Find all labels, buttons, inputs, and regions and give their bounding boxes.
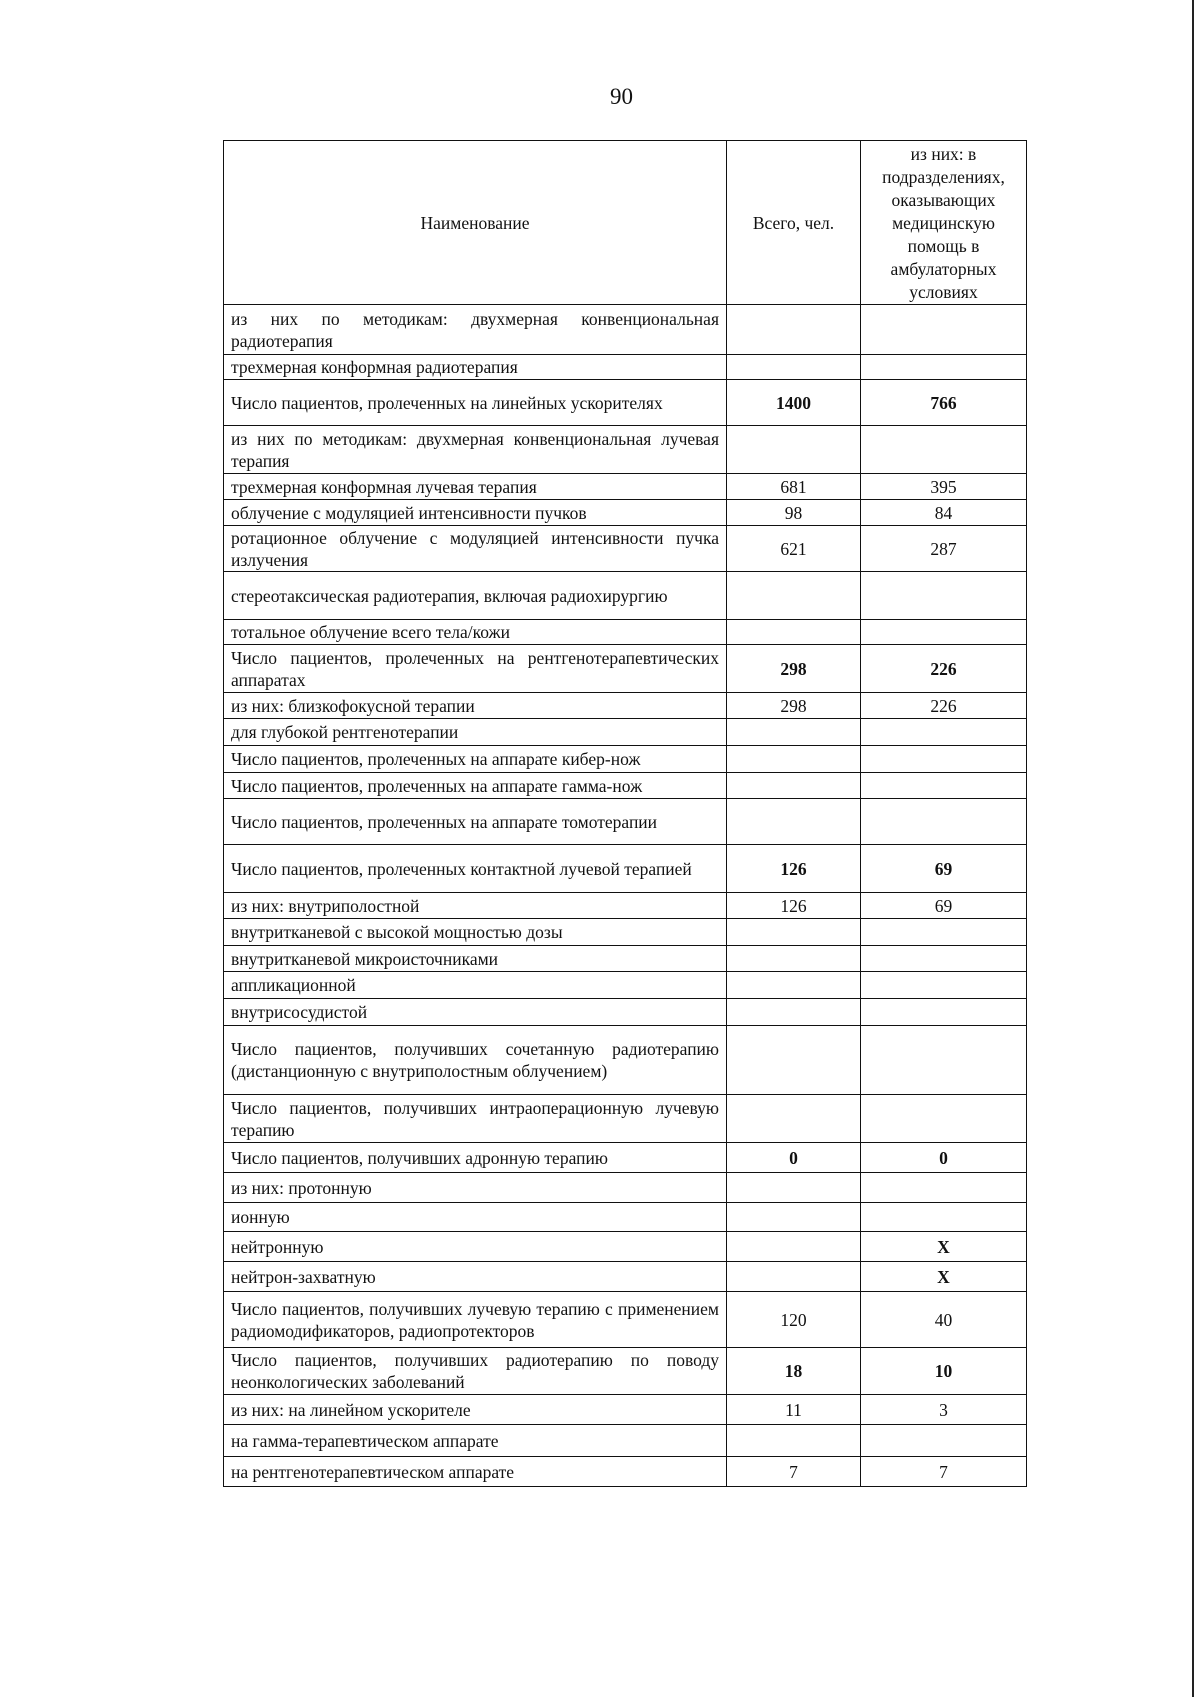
radiotherapy-table (223, 140, 1027, 1487)
table-row (224, 1026, 1027, 1095)
row-total: 120 (727, 1292, 861, 1348)
row-total (727, 1173, 861, 1203)
row-outpatient: 226 (861, 645, 1027, 693)
row-outpatient (861, 799, 1027, 845)
table-row (224, 380, 1027, 426)
row-outpatient (861, 1026, 1027, 1095)
row-name: облучение с модуляцией интенсивности пучков (224, 500, 727, 526)
row-outpatient: 395 (861, 474, 1027, 500)
row-name: Число пациентов, пролеченных на линейных ускорителях (224, 380, 727, 426)
row-outpatient: 84 (861, 500, 1027, 526)
table-row (224, 1203, 1027, 1232)
row-outpatient (861, 1203, 1027, 1232)
table-row (224, 693, 1027, 719)
row-name: внутрисосудистой (224, 999, 727, 1026)
row-name: Число пациентов, получивших интраоперационную лучевую терапию (224, 1095, 727, 1143)
row-total (727, 1203, 861, 1232)
row-total (727, 1262, 861, 1292)
row-outpatient (861, 572, 1027, 620)
row-outpatient: 0 (861, 1143, 1027, 1173)
row-name: Число пациентов, пролеченных на аппарате гамма-нож (224, 773, 727, 799)
row-total: 298 (727, 645, 861, 693)
page-number: 90 (610, 84, 633, 109)
table-row (224, 620, 1027, 645)
row-outpatient: 10 (861, 1348, 1027, 1395)
scan-edge-line (1192, 0, 1194, 1697)
row-total (727, 799, 861, 845)
table-row (224, 305, 1027, 355)
row-total (727, 972, 861, 999)
row-outpatient: 7 (861, 1457, 1027, 1487)
table-row (224, 1095, 1027, 1143)
row-total: 298 (727, 693, 861, 719)
row-total (727, 773, 861, 799)
row-total (727, 999, 861, 1026)
table-row (224, 526, 1027, 572)
row-outpatient (861, 919, 1027, 946)
row-total: 126 (727, 845, 861, 893)
row-name: на гамма-терапевтическом аппарате (224, 1425, 727, 1457)
row-outpatient (861, 773, 1027, 799)
header-name: Наименование (224, 141, 727, 305)
table-body (224, 305, 1027, 1487)
row-outpatient: 69 (861, 845, 1027, 893)
row-outpatient: X (861, 1262, 1027, 1292)
row-outpatient: 3 (861, 1395, 1027, 1425)
table-row (224, 972, 1027, 999)
row-name: нейтрон-захватную (224, 1262, 727, 1292)
table-row (224, 893, 1027, 919)
table-row (224, 746, 1027, 773)
row-outpatient: X (861, 1232, 1027, 1262)
row-outpatient (861, 946, 1027, 972)
row-name: из них: на линейном ускорителе (224, 1395, 727, 1425)
row-outpatient: 40 (861, 1292, 1027, 1348)
row-total: 126 (727, 893, 861, 919)
row-total (727, 1232, 861, 1262)
table-row (224, 999, 1027, 1026)
table-row (224, 474, 1027, 500)
row-outpatient (861, 719, 1027, 746)
row-name: из них: близкофокусной терапии (224, 693, 727, 719)
table-row (224, 426, 1027, 474)
row-total: 681 (727, 474, 861, 500)
row-name: Число пациентов, пролеченных на аппарате кибер-нож (224, 746, 727, 773)
row-total: 621 (727, 526, 861, 572)
row-name: тотальное облучение всего тела/кожи (224, 620, 727, 645)
row-name: Число пациентов, пролеченных на рентгенотерапевтических аппаратах (224, 645, 727, 693)
row-outpatient: 226 (861, 693, 1027, 719)
row-name: ионную (224, 1203, 727, 1232)
row-outpatient: 287 (861, 526, 1027, 572)
row-name: трехмерная конформная лучевая терапия (224, 474, 727, 500)
row-name: Число пациентов, пролеченных на аппарате томотерапии (224, 799, 727, 845)
table-row (224, 572, 1027, 620)
table-row (224, 1143, 1027, 1173)
row-name: на рентгенотерапевтическом аппарате (224, 1457, 727, 1487)
table-row (224, 946, 1027, 972)
row-outpatient (861, 426, 1027, 474)
row-total: 0 (727, 1143, 861, 1173)
row-name: из них по методикам: двухмерная конвенциональная лучевая терапия (224, 426, 727, 474)
row-total (727, 746, 861, 773)
row-name: Число пациентов, пролеченных контактной лучевой терапией (224, 845, 727, 893)
table-row (224, 1348, 1027, 1395)
row-name: для глубокой рентгенотерапии (224, 719, 727, 746)
table-row (224, 1395, 1027, 1425)
table-row (224, 1457, 1027, 1487)
row-total (727, 572, 861, 620)
row-outpatient (861, 1095, 1027, 1143)
row-name: нейтронную (224, 1232, 727, 1262)
table-row (224, 1173, 1027, 1203)
row-outpatient (861, 1425, 1027, 1457)
row-outpatient (861, 620, 1027, 645)
table-row (224, 645, 1027, 693)
table-header-row (224, 141, 1027, 305)
row-outpatient (861, 355, 1027, 380)
table-row (224, 919, 1027, 946)
row-outpatient (861, 972, 1027, 999)
row-total (727, 1095, 861, 1143)
row-total (727, 919, 861, 946)
row-name: стереотаксическая радиотерапия, включая радиохирургию (224, 572, 727, 620)
row-name: Число пациентов, получивших адронную терапию (224, 1143, 727, 1173)
row-total (727, 1425, 861, 1457)
row-total (727, 1026, 861, 1095)
table-row (224, 719, 1027, 746)
row-name: аппликационной (224, 972, 727, 999)
row-name: Число пациентов, получивших лучевую терапию с применением радиомодификаторов, радиопротекторов (224, 1292, 727, 1348)
row-total (727, 426, 861, 474)
header-outpatient: из них: в подразделениях, оказывающих медицинскую помощь в амбулаторных условиях (861, 141, 1027, 305)
table-row (224, 1262, 1027, 1292)
row-total (727, 719, 861, 746)
row-outpatient (861, 305, 1027, 355)
table-row (224, 1292, 1027, 1348)
row-outpatient (861, 746, 1027, 773)
row-name: из них по методикам: двухмерная конвенциональная радиотерапия (224, 305, 727, 355)
row-total (727, 355, 861, 380)
table-row (224, 799, 1027, 845)
row-total (727, 620, 861, 645)
table-row (224, 845, 1027, 893)
row-name: Число пациентов, получивших радиотерапию по поводу неонкологических заболеваний (224, 1348, 727, 1395)
table-row (224, 500, 1027, 526)
row-outpatient: 766 (861, 380, 1027, 426)
row-name: ротационное облучение с модуляцией интенсивности пучка излучения (224, 526, 727, 572)
row-total: 11 (727, 1395, 861, 1425)
row-outpatient (861, 999, 1027, 1026)
header-total: Всего, чел. (727, 141, 861, 305)
row-outpatient (861, 1173, 1027, 1203)
table-row (224, 1425, 1027, 1457)
row-outpatient: 69 (861, 893, 1027, 919)
row-total: 1400 (727, 380, 861, 426)
row-total: 98 (727, 500, 861, 526)
row-name: из них: внутриполостной (224, 893, 727, 919)
table-row (224, 355, 1027, 380)
table-row (224, 773, 1027, 799)
row-total (727, 946, 861, 972)
row-name: трехмерная конформная радиотерапия (224, 355, 727, 380)
row-total: 18 (727, 1348, 861, 1395)
row-name: внутритканевой с высокой мощностью дозы (224, 919, 727, 946)
row-total: 7 (727, 1457, 861, 1487)
row-total (727, 305, 861, 355)
row-name: внутритканевой микроисточниками (224, 946, 727, 972)
row-name: Число пациентов, получивших сочетанную радиотерапию (дистанционную с внутриполостным облучением) (224, 1026, 727, 1095)
row-name: из них: протонную (224, 1173, 727, 1203)
table-row (224, 1232, 1027, 1262)
